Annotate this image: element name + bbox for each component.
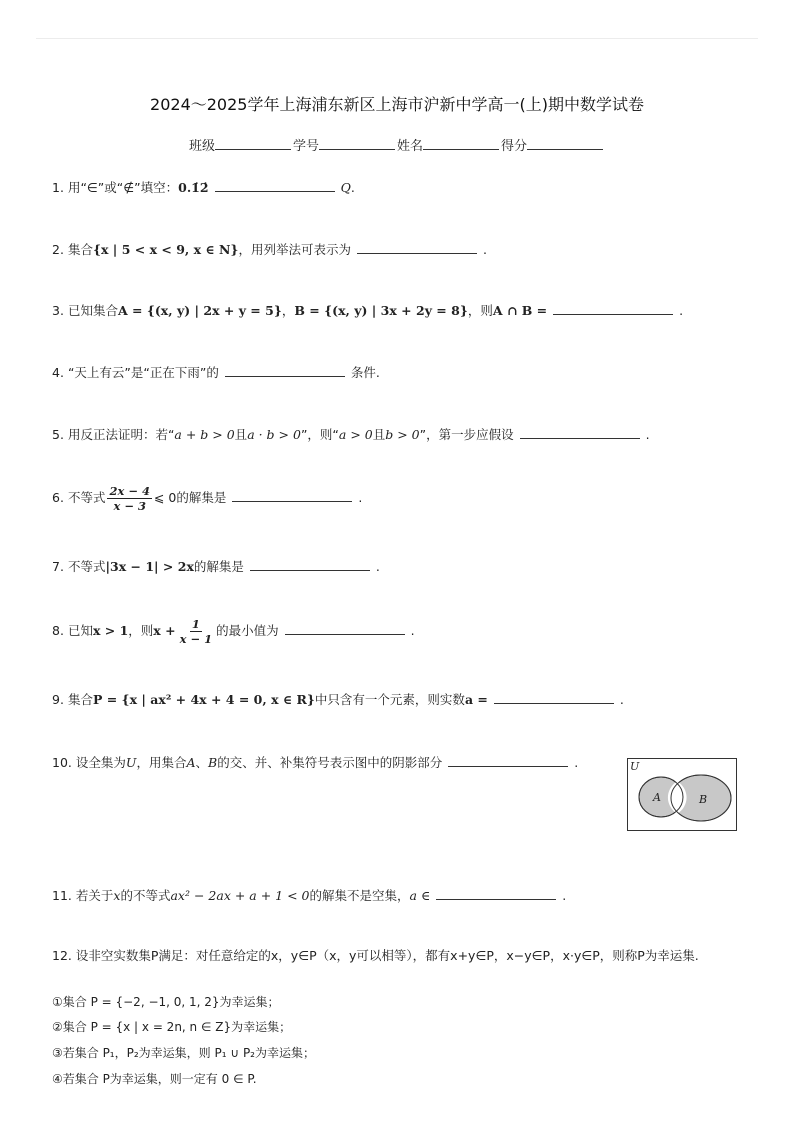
question-9: 9. 集合P = {x | ax² + 4x + 4 = 0, x ∈ R}中只含有一个元素，则实数a = . (52, 692, 624, 707)
statement-1: ①集合 P = {−2, −1, 0, 1, 2}为幸运集； (52, 995, 280, 1009)
statement-3: ③若集合 P₁，P₂为幸运集，则 P₁ ∪ P₂为幸运集； (52, 1046, 315, 1060)
answer-blank-1[interactable] (215, 178, 335, 192)
question-6: 6. 不等式 $\frac{2x - 4}{x - 3}$ ⩽ 0的解集是 . (52, 484, 363, 513)
question-10: 10. 设全集为U，用集合A、B的交、并、补集符号表示图中的阴影部分 . (52, 755, 579, 770)
question-11: 11. 若关于x的不等式ax² − 2ax + a + 1 < 0的解集不是空集，a ∈ . (52, 888, 567, 903)
venn-label-u: U (630, 760, 640, 773)
class-label: 班级 (188, 139, 215, 154)
question-12: 12. 设非空实数集P满足：对任意给定的x，y∈P（x，y可以相等），都有x+y∈P，x−y∈P，x·y∈P，则称P为幸运集. (52, 948, 699, 963)
question-2: 2. 集合{x | 5 < x < 9, x ∈ N}，用列举法可表示为 . (52, 242, 487, 257)
answer-blank-4[interactable] (225, 363, 345, 377)
answer-blank-6[interactable] (232, 488, 352, 502)
venn-label-b: B (699, 793, 708, 806)
venn-label-a: A (653, 791, 661, 804)
answer-blank-5[interactable] (520, 425, 640, 439)
answer-blank-2[interactable] (357, 240, 477, 254)
fraction: $\frac{1}{x - 1}$ (179, 617, 213, 646)
answer-blank-11[interactable] (436, 886, 556, 900)
answer-blank-3[interactable] (553, 301, 673, 315)
fraction: $\frac{2x - 4}{x - 3}$ (109, 484, 150, 513)
question-5: 5. 用反正法证明：若“a + b > 0且a · b > 0”，则“a > 0且b > 0”，第一步应假设 . (52, 427, 650, 442)
id-label: 学号 (292, 139, 319, 154)
page-title: 2024～2025学年上海浦东新区上海市沪新中学高一(上)期中数学试卷 (150, 95, 644, 114)
answer-blank-7[interactable] (250, 557, 370, 571)
top-rule (36, 38, 758, 39)
question-8: 8. 已知x > 1，则x + $\frac{1}{x - 1}$ 的最小值为 . (52, 617, 415, 646)
answer-blank-10[interactable] (448, 753, 568, 767)
class-field[interactable] (215, 137, 291, 150)
name-label: 姓名 (397, 139, 424, 154)
question-4: 4. “天上有云”是“正在下雨”的 条件. (52, 365, 380, 380)
question-7: 7. 不等式|3x − 1| > 2x的解集是 . (52, 559, 380, 574)
name-field[interactable] (423, 137, 499, 150)
score-field[interactable] (527, 137, 603, 150)
question-1: 1. 用“∈”或“∉”填空：0.1̇2̇ Q. (52, 180, 355, 195)
statement-2: ②集合 P = {x | x = 2n, n ∈ Z}为幸运集； (52, 1020, 292, 1034)
id-field[interactable] (319, 137, 395, 150)
venn-diagram (627, 758, 737, 831)
answer-blank-9[interactable] (494, 690, 614, 704)
score-label: 得分 (501, 139, 528, 154)
question-3: 3. 已知集合A = {(x, y) | 2x + y = 5}，B = {(x, y) | 3x + 2y = 8}，则A ∩ B = . (52, 303, 684, 318)
answer-blank-8[interactable] (285, 621, 405, 635)
student-info-line (0, 135, 794, 154)
statement-4: ④若集合 P为幸运集，则一定有 0 ∈ P. (52, 1072, 257, 1086)
